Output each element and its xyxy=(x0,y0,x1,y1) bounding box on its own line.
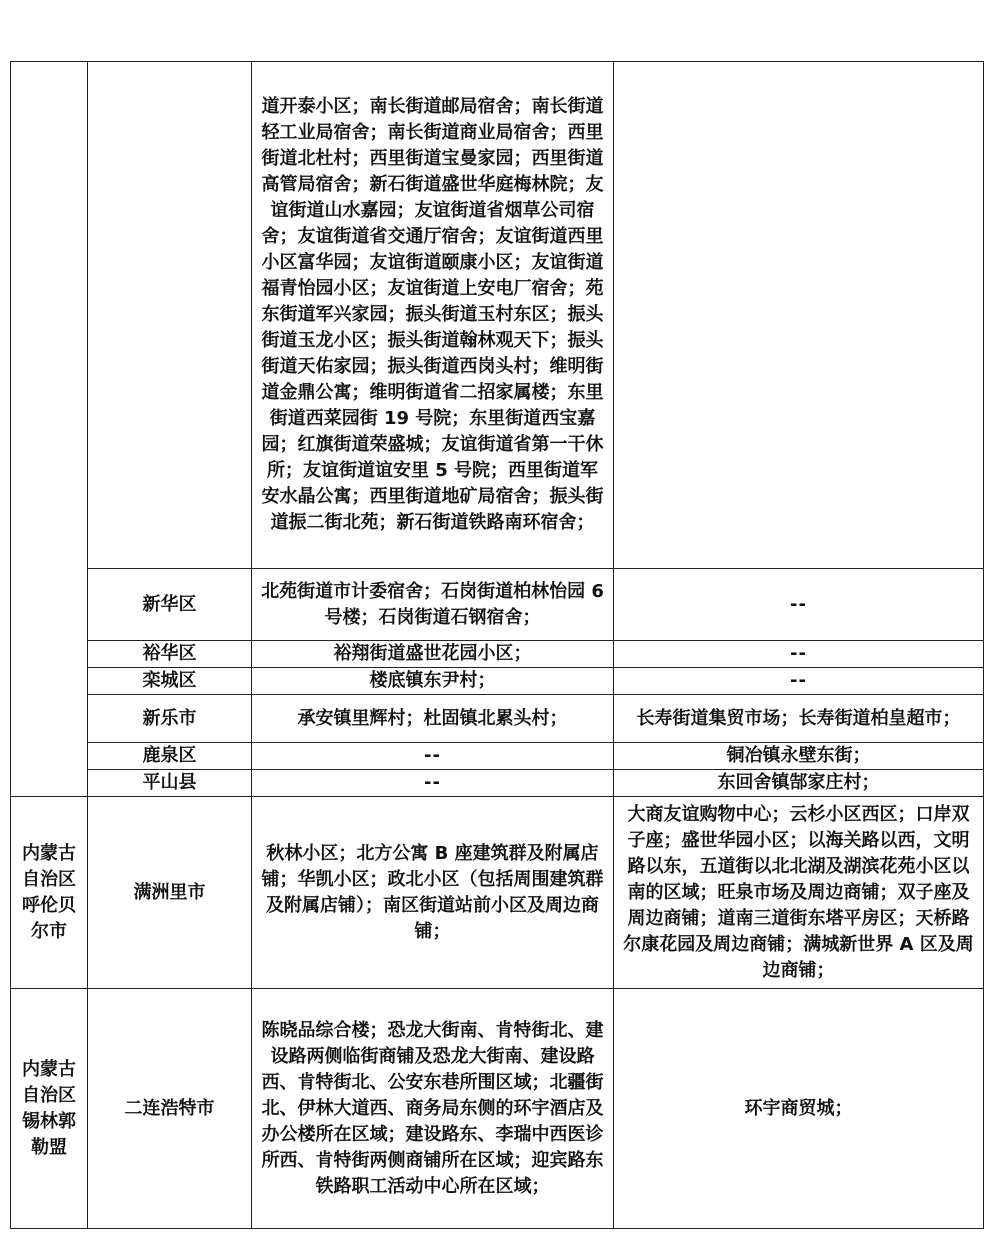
high-risk-area-list: 秋林小区；北方公寓 B 座建筑群及附属店铺；华凯小区；政北小区（包括周围建筑群及附属店铺）；南区街道站前小区及周边商铺； xyxy=(252,797,614,989)
high-risk-area-list: 道开泰小区；南长街道邮局宿舍；南长街道轻工业局宿舍；南长街道商业局宿舍；西里街道北杜村；西里街道宝曼家园；西里街道高管局宿舍；新石街道盛世华庭梅林院；友谊街道山水嘉园；友谊街道省烟草公司宿舍；友谊街道省交通厅宿舍；友谊街道西里小区富华园；友谊街道颐康小区；友谊街道福青怡园小区；友谊街道上安电厂宿舍；苑东街道军兴家园；振头街道玉村东区；振头街道玉龙小区；振头街道翰林观天下；振头街道天佑家园；振头街道西岗头村；维明街道金鼎公寓；维明街道省二招家属楼；东里街道西菜园街 19 号院；东里街道西宝嘉园；红旗街道荣盛城；友谊街道省第一干休所；友谊街道谊安里 5 号院；西里街道军安水晶公寓；西里街道地矿局宿舍；振头街道振二街北苑；新石街道铁路南环宿舍； xyxy=(252,62,614,569)
district-name: 鹿泉区 xyxy=(88,743,252,770)
medium-risk-area-list: 长寿街道集贸市场；长寿街道柏皇超市； xyxy=(614,695,984,743)
high-risk-area-list: 承安镇里辉村；杜固镇北累头村； xyxy=(252,695,614,743)
district-name: 裕华区 xyxy=(88,641,252,668)
province-name: 内蒙古自治区锡林郭勒盟 xyxy=(11,989,88,1229)
medium-risk-area-list: -- xyxy=(614,569,984,641)
medium-risk-area-list: -- xyxy=(614,641,984,668)
risk-area-table xyxy=(10,61,984,1229)
medium-risk-area-list: 大商友谊购物中心；云杉小区西区；口岸双子座；盛世华园小区；以海关路以西，文明路以东，五道街以北北湖及湖滨花苑小区以南的区域；旺泉市场及周边商铺；双子座及周边商铺；道南三道街东塔平房区；天桥路尔康花园及周边商铺；满城新世界 A 区及周边商铺； xyxy=(614,797,984,989)
table-row xyxy=(11,989,984,1229)
high-risk-area-list: -- xyxy=(252,770,614,797)
district-name: 二连浩特市 xyxy=(88,989,252,1229)
medium-risk-area-list: 环宇商贸城； xyxy=(614,989,984,1229)
district-name: 新乐市 xyxy=(88,695,252,743)
medium-risk-area-list: 东回舍镇郜家庄村； xyxy=(614,770,984,797)
table-row xyxy=(11,743,984,770)
district-name: 平山县 xyxy=(88,770,252,797)
high-risk-area-list: -- xyxy=(252,743,614,770)
high-risk-area-list: 陈晓品综合楼；恐龙大街南、肯特街北、建设路两侧临街商铺及恐龙大街南、建设路西、肯特街北、公安东巷所围区域；北疆街北、伊林大道西、商务局东侧的环宇酒店及办公楼所在区域；建设路东、李瑞中西医诊所西、肯特街两侧商铺所在区域；迎宾路东铁路职工活动中心所在区域； xyxy=(252,989,614,1229)
table-row xyxy=(11,797,984,989)
province-cell-continued xyxy=(11,62,88,797)
medium-risk-area-list: -- xyxy=(614,668,984,695)
district-name: 栾城区 xyxy=(88,668,252,695)
medium-risk-area-cell xyxy=(614,62,984,569)
district-cell-continued xyxy=(88,62,252,569)
table-row xyxy=(11,569,984,641)
table-row xyxy=(11,62,984,569)
high-risk-area-list: 裕翔街道盛世花园小区； xyxy=(252,641,614,668)
high-risk-area-list: 北苑街道市计委宿舍；石岗街道柏林怡园 6 号楼；石岗街道石钢宿舍； xyxy=(252,569,614,641)
table-row xyxy=(11,695,984,743)
district-name: 新华区 xyxy=(88,569,252,641)
province-name: 内蒙古自治区呼伦贝尔市 xyxy=(11,797,88,989)
table-row xyxy=(11,770,984,797)
medium-risk-area-list: 铜冶镇永壁东街； xyxy=(614,743,984,770)
table-row xyxy=(11,668,984,695)
table-row xyxy=(11,641,984,668)
district-name: 满洲里市 xyxy=(88,797,252,989)
high-risk-area-list: 楼底镇东尹村； xyxy=(252,668,614,695)
